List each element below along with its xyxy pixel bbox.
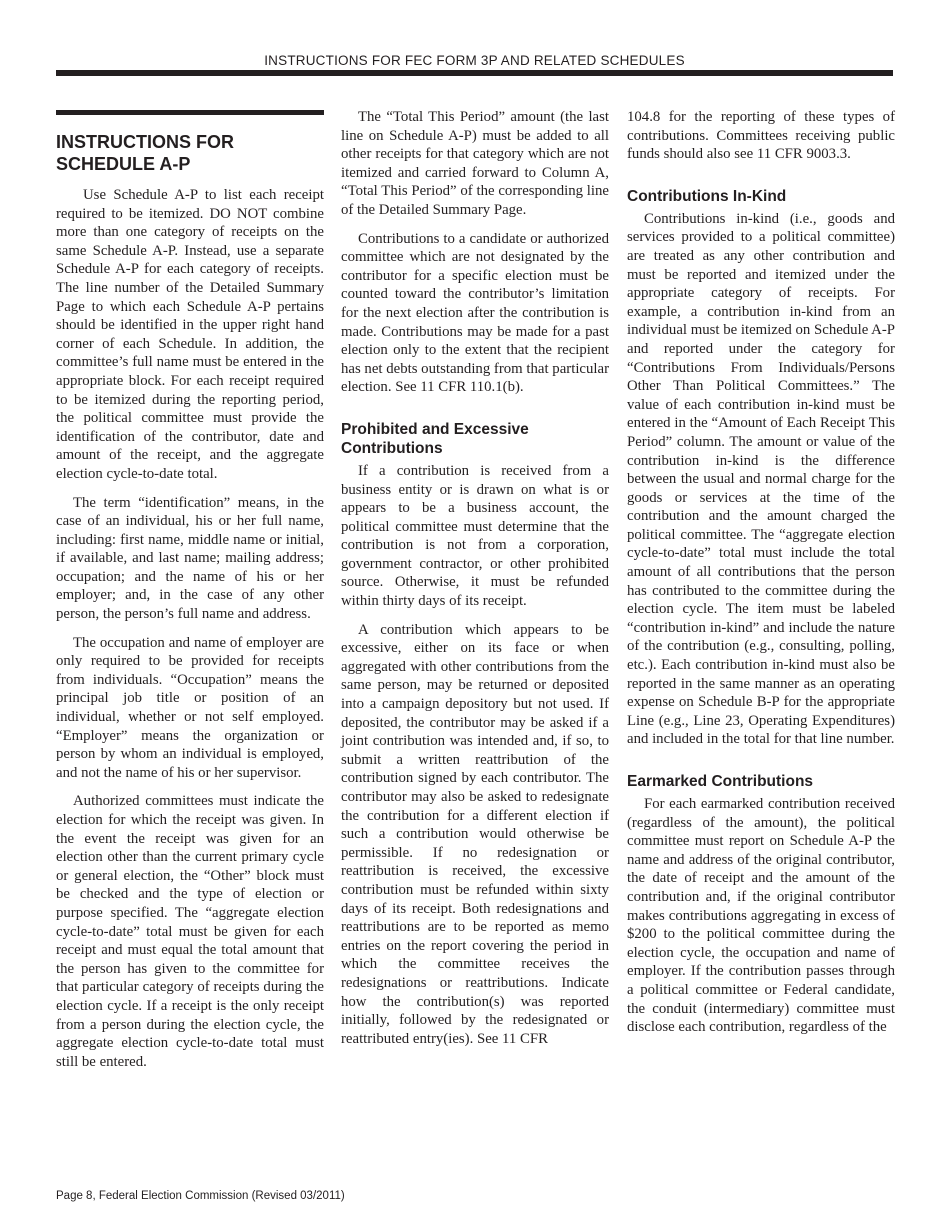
- running-header: INSTRUCTIONS FOR FEC FORM 3P AND RELATED SCHEDULES: [264, 53, 685, 68]
- schedule-title: [56, 131, 324, 175]
- column-2: [341, 108, 609, 1058]
- header-rule: [56, 70, 893, 76]
- schedule-title-line-2: SCHEDULE A-P: [56, 154, 191, 174]
- paragraph: The term “identification” means, in the case of an individual, his or her full name, including: first name, middle name or initial, if available, and last name; mailing address; occupation; and the name of his or her employer; and, in the case of any other person, the person’s full name and address.: [56, 494, 324, 623]
- paragraph: Contributions in-kind (i.e., goods and services provided to a political committee) are treated as any other contribution and must be reported and itemized under the appropriate category of receipts. For example, a contribution in-kind from an individual must be itemized on Schedule A-P and reported under the category for “Contributions From Individuals/Persons Other Than Political Committees.” The value of each contribution in-kind must be entered in the “Amount of Each Receipt This Period” column. The amount or value of the contribution in-kind is the difference between the usual and normal charge for the goods or services at the time of the contribution and the amount charged the political committee. The “aggregate election cycle-to-date” total must include the total amount of all contributions that the person has contributed to the committee during the election cycle. The item must be labeled “contribution in-kind” and include the nature of the contribution (e.g., consulting, polling, etc.). Each contribution in-kind must also be reported in the same manner as an operating expense on Schedule B-P for the appropriate Line (e.g., Line 23, Operating Expenditures) and included in the total for that line number.: [627, 210, 895, 748]
- paragraph: A contribution which appears to be excessive, either on its face or when aggregated with other contributions from the same person, may be returned or deposited into a campaign depository but not used. If deposited, the contributor may be asked if a joint contribution was intended and, if so, to submit a written reattribution of the contribution signed by each contributor. The contributor may also be asked to redesignate the contribution for a different election if such a contribution would otherwise be permissible. If no redesignation or reattribution is received, the excessive contribution must be refunded within sixty days of its receipt. Both redesignations and reattributions are to be reported as memo entries on the report covering the period in which the committee receives the redesignations or reattributions. Indicate how the contribution(s) was reported initially, followed by the redesignated or reattributed entry(ies). See 11 CFR: [341, 621, 609, 1047]
- section-heading-prohibited: [341, 420, 609, 458]
- page-footer: Page 8, Federal Election Commission (Revised 03/2011): [56, 1190, 345, 1202]
- paragraph: Use Schedule A-P to list each receipt required to be itemized. DO NOT combine more than one category of receipts on the same Schedule A-P. Instead, use a separate Schedule A-P for each category of receipts. The line number of the Detailed Summary Page to which each Schedule A-P pertains should be identified in the upper right hand corner of each Schedule. In addition, the committee’s full name must be entered in the appropriate block. For each receipt required to be itemized during the reporting period, the political committee must provide the identification of the contributor, date and amount of the receipt, and the aggregate election cycle-to-date total.: [56, 187, 324, 482]
- paragraph: For each earmarked contribution received (regardless of the amount), the political committee must report on Schedule A-P the name and address of the original contributor, the date of receipt and the amount of the contribution and, if the original contributor makes contributions aggregating in excess of $200 to the political committee during the election cycle, the occupation and name of employer. If the contribution passes through a political committee or Federal candidate, the conduit (intermediary) committee must disclose each contribution, regardless of the: [627, 796, 895, 1036]
- paragraph: Contributions to a candidate or authorized committee which are not designated by the contributor for a specific election must be counted toward the contributor’s limitation for the next election after the contribution is made. Contributions may be made for a past election only to the extent that the recipient has net debts outstanding from that particular election. See 11 CFR 110.1(b).: [341, 230, 609, 396]
- column-1: [56, 108, 324, 1081]
- paragraph: Authorized committees must indicate the election for which the receipt was given. In the event the receipt was given for an election other than the current primary cycle or general election, the “Other” block must be checked and the type of election or purpose specified. The “aggregate election cycle-to-date” total must be given for each receipt and must equal the total amount that the person has given to the committee for that particular category of receipts during the election cycle. If a receipt is the only receipt from a person during the election cycle, the aggregate election cycle-to-date total must still be entered.: [56, 793, 324, 1070]
- paragraph: The “Total This Period” amount (the last line on Schedule A-P) must be added to all other receipts for that category which are not itemized and carried forward to Column A, “Total This Period” of the corresponding line of the Detailed Summary Page.: [341, 109, 609, 218]
- paragraph-continued: 104.8 for the reporting of these types of contributions. Committees receiving public funds should also see 11 CFR 9003.3.: [627, 109, 895, 163]
- title-rule: [56, 110, 324, 115]
- section-heading-line-1: Prohibited and Excessive: [341, 420, 529, 438]
- section-heading-earmarked: Earmarked Contributions: [627, 773, 814, 790]
- column-3: [627, 108, 895, 1047]
- schedule-title-line-1: INSTRUCTIONS FOR: [56, 132, 234, 152]
- section-heading-in-kind: Contributions In-Kind: [627, 187, 787, 205]
- paragraph: The occupation and name of employer are only required to be provided for receipts from individuals. “Occupation” means the principal job title or position of an individual, whether or not self employed. “Employer” means the organization or person by whom an individual is employed, and not the name of his or her supervisor.: [56, 634, 324, 781]
- section-heading-line-2: Contributions: [341, 439, 443, 457]
- paragraph: If a contribution is received from a business entity or is drawn on what is or appears to be a business account, the political committee must determine that the contribution is not from a corporation, government contractor, or other prohibited source. Otherwise, it must be refunded within thirty days of its receipt.: [341, 462, 609, 610]
